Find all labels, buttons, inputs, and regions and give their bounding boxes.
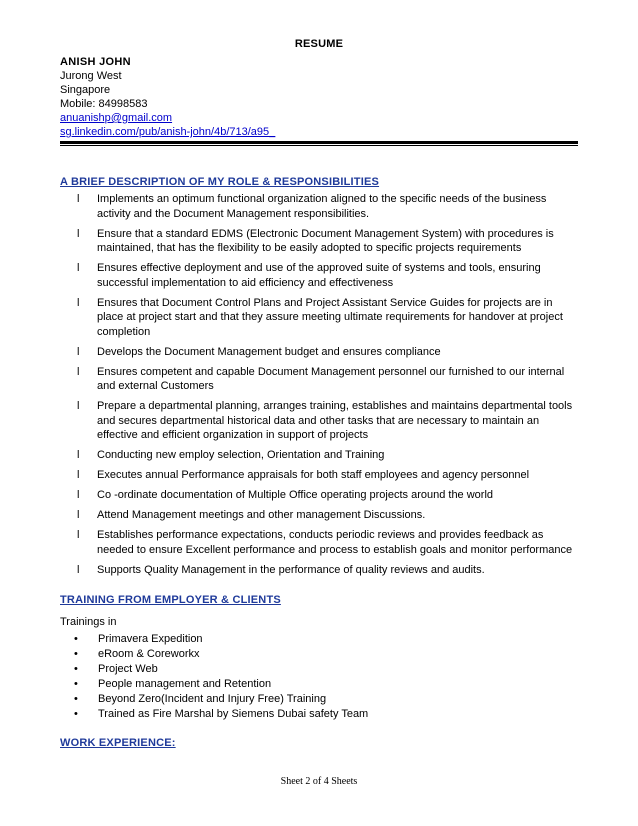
list-item: • Primavera Expedition (74, 633, 203, 645)
contact-block (60, 55, 275, 139)
list-item: l Conducting new employ selection, Orientation and Training (77, 449, 385, 461)
list-item: • Project Web (74, 663, 158, 675)
list-item: • Trained as Fire Marshal by Siemens Dubai safety Team (74, 708, 369, 720)
list-item: • Beyond Zero(Incident and Injury Free) Training (74, 693, 327, 705)
bullet-icon: • (74, 663, 78, 675)
list-marker: l (77, 262, 80, 274)
list-marker: l (77, 469, 80, 481)
bullet-icon: • (74, 678, 78, 690)
list-marker: l (77, 345, 80, 358)
page-footer: Sheet 2 of 4 Sheets (280, 776, 358, 787)
list-item: l Ensures competent and capable Document Management personnel our furnished to our internal and external Customers (77, 365, 565, 392)
list-item: • eRoom & Coreworkx (74, 648, 200, 660)
list-marker: l (77, 296, 80, 309)
list-item: • People management and Retention (74, 678, 272, 690)
list-item: l Develops the Document Management budget and ensures compliance (77, 345, 441, 358)
list-marker: l (77, 563, 80, 576)
list-item: l Ensures that Document Control Plans and Project Assistant Service Guides for projects are in place at project start and that they assure meeting ultimate requirements for handover at project completion (77, 296, 563, 338)
list-marker: l (77, 529, 80, 541)
header-divider (60, 141, 578, 146)
mobile-line: Mobile: 84998583 (60, 98, 148, 110)
location-line: Jurong West (60, 70, 122, 82)
bullet-icon: • (74, 708, 78, 720)
responsibilities-list (60, 192, 580, 583)
list-marker: l (77, 400, 80, 412)
list-marker: l (77, 365, 80, 378)
list-item: l Ensure that a standard EDMS (Electronic Document Management System) with procedures is maintained, that has the flexibility to be easily adopted to specific projects requirements (77, 227, 554, 254)
list-item: l Executes annual Performance appraisals for both staff employees and agency personnel (77, 469, 530, 481)
training-intro: Trainings in (60, 616, 117, 628)
email-link[interactable]: anuanishp@gmail.com (60, 112, 173, 124)
document-title: RESUME (294, 38, 344, 50)
country-line: Singapore (60, 84, 111, 96)
linkedin-link[interactable]: sg.linkedin.com/pub/anish-john/4b/713/a95_ (60, 126, 276, 138)
list-item: l Supports Quality Management in the performance of quality reviews and audits. (77, 563, 485, 576)
work-experience-heading: WORK EXPERIENCE: (60, 737, 176, 749)
list-marker: l (77, 227, 80, 240)
list-item: l Ensures effective deployment and use of the approved suite of systems and tools, ensuring successful implementation to aid efficiency and effectiveness (77, 262, 541, 289)
bullet-icon: • (74, 648, 78, 660)
list-item: l Establishes performance expectations, conducts periodic reviews and provides feedback as needed to ensure Excellent performance and process to establish goals and monitor performance (77, 529, 573, 556)
bullet-icon: • (74, 633, 78, 645)
list-marker: l (77, 509, 80, 521)
list-marker: l (77, 489, 80, 501)
list-item: l Implements an optimum functional organization aligned to the specific needs of the business activity and the Document Management responsibilities. (77, 193, 547, 220)
training-list (60, 632, 368, 722)
list-item: l Co -ordinate documentation of Multiple Office operating projects around the world (77, 489, 494, 501)
bullet-icon: • (74, 693, 78, 705)
roles-heading: A BRIEF DESCRIPTION OF MY ROLE & RESPONSIBILITIES (60, 176, 380, 188)
training-heading: TRAINING FROM EMPLOYER & CLIENTS (60, 594, 281, 606)
list-marker: l (77, 193, 80, 205)
list-marker: l (77, 449, 80, 461)
list-item: l Prepare a departmental planning, arranges training, establishes and maintains departmental tools and secures departmental historical data and other tasks that are necessary to maintain an effective and efficient organization in support of projects (77, 400, 573, 441)
candidate-name: ANISH JOHN (60, 56, 131, 68)
list-item: l Attend Management meetings and other management Discussions. (77, 509, 426, 521)
